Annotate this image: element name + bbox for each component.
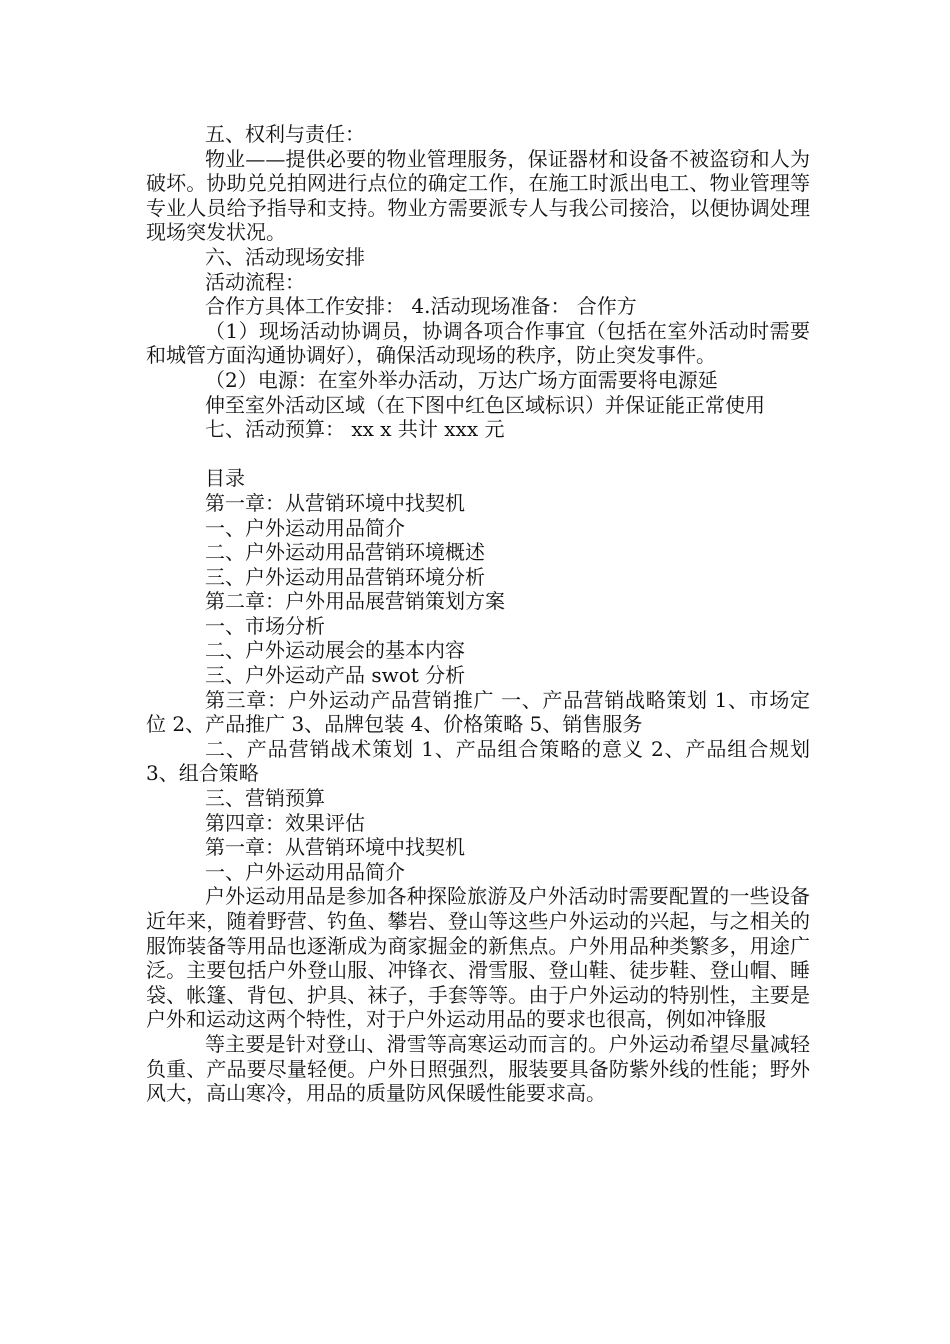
toc-chapter-4: 第四章：效果评估 xyxy=(205,810,365,835)
toc-chapter-2: 第二章：户外用品展营销策划方案 xyxy=(205,589,505,614)
toc-item: 二、产品营销战术策划 1、产品组合策略的意义 2、产品组合规划 3、组合策略 xyxy=(146,736,810,786)
toc-title: 目录 xyxy=(205,466,245,491)
section-heading-rights: 五、权利与责任： xyxy=(205,122,365,146)
toc-item: 二、户外运动用品营销环境概述 xyxy=(205,540,485,565)
document-body xyxy=(146,122,810,1106)
paragraph-cold-sports: 等主要是针对登山、滑雪等高寒运动而言的。户外运动希望尽量减轻负重、产品要尽量轻便。户外日照强烈，服装要具备防紫外线的性能；野外风大，高山寒冷，用品的质量防风保暖性能要求高。 xyxy=(146,1031,810,1106)
partner-work-arrangement: 合作方具体工作安排： 4.活动现场准备： 合作方 xyxy=(205,294,637,319)
toc-chapter-3: 第三章：户外运动产品营销推广 一、产品营销战略策划 1、市场定位 2、产品推广 3、品牌包装 4、价格策略 5、销售服务 xyxy=(146,687,810,737)
paragraph-coordinator: （1）现场活动协调员，协调各项合作事宜（包括在室外活动时需要和城管方面沟通协调好），确保活动现场的秩序，防止突发事件。 xyxy=(146,318,810,368)
toc-item: 一、户外运动用品简介 xyxy=(205,515,405,540)
section-heading-site-arrangement: 六、活动现场安排 xyxy=(205,244,365,269)
toc-item: 三、营销预算 xyxy=(205,786,325,811)
paragraph-property-duties: 物业——提供必要的物业管理服务，保证器材和设备不被盗窃和人为破坏。协助兑兑拍网进行点位的确定工作，在施工时派出电工、物业管理等专业人员给予指导和支持。物业方需要派专人与我公司接洽，以便协调处理现场突发状况。 xyxy=(146,146,810,245)
activity-flow-label: 活动流程： xyxy=(205,269,305,294)
section-heading-intro: 一、户外运动用品简介 xyxy=(205,859,405,884)
toc-item: 一、市场分析 xyxy=(205,613,325,638)
chapter-1-heading: 第一章：从营销环境中找契机 xyxy=(205,835,465,860)
toc-item: 三、户外运动产品 swot 分析 xyxy=(205,663,466,688)
toc-chapter-1: 第一章：从营销环境中找契机 xyxy=(205,490,465,515)
blank-line xyxy=(146,442,810,467)
toc-item: 三、户外运动用品营销环境分析 xyxy=(205,564,485,589)
toc-item: 二、户外运动展会的基本内容 xyxy=(205,638,465,663)
section-heading-budget: 七、活动预算： xx x 共计 xxx 元 xyxy=(205,417,505,442)
paragraph-power-supply: （2）电源：在室外举办活动，万达广场方面需要将电源延 xyxy=(205,367,718,392)
paragraph-outdoor-products: 户外运动用品是参加各种探险旅游及户外活动时需要配置的一些设备近年来，随着野营、钓鱼、攀岩、登山等这些户外运动的兴起，与之相关的服饰装备等用品也逐渐成为商家掘金的新焦点。户外用品种类繁多，用途广泛。主要包括户外登山服、冲锋衣、滑雪服、登山鞋、徒步鞋、登山帽、睡袋、帐篷、背包、护具、袜子，手套等等。由于户外运动的特别性，主要是户外和运动这两个特性，对于户外运动用品的要求也很高，例如冲锋服 xyxy=(146,884,810,1032)
paragraph-power-extension: 伸至室外活动区域（在下图中红色区域标识）并保证能正常使用 xyxy=(205,392,765,417)
